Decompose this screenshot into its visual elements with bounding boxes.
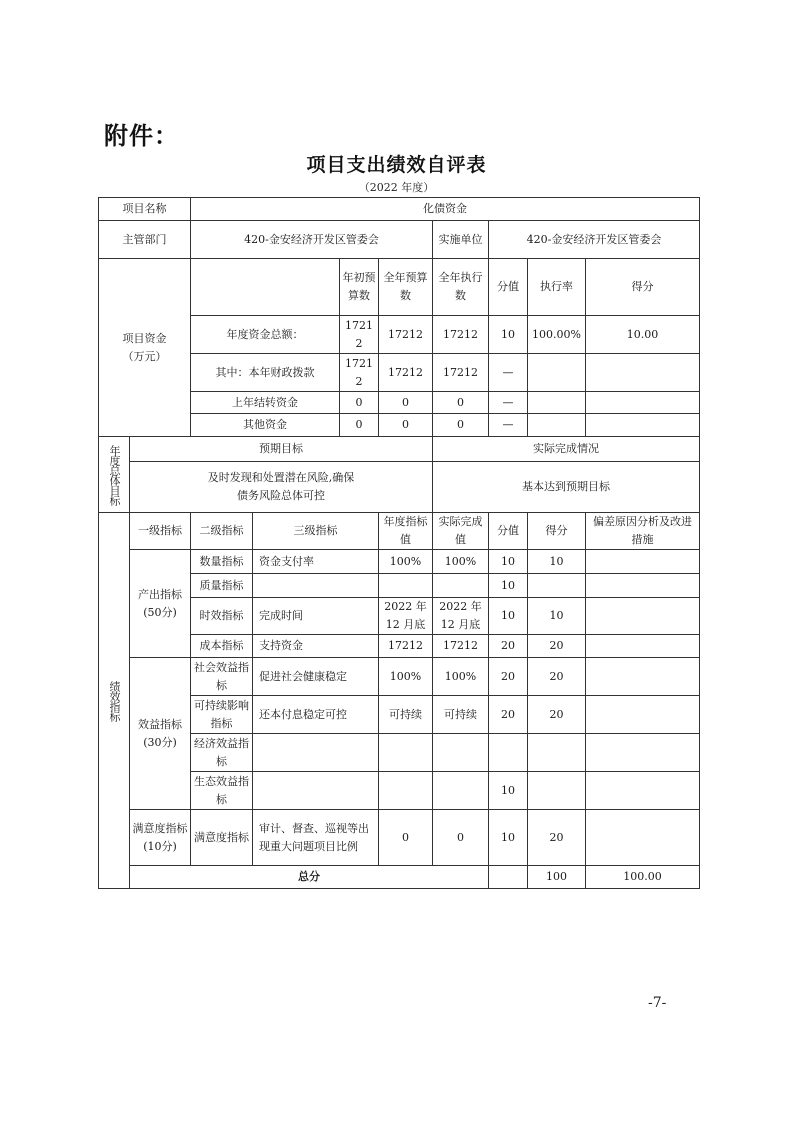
funds-row-name: 上年结转资金 bbox=[191, 392, 340, 414]
level2-cell: 时效指标 bbox=[191, 598, 253, 635]
indicator-row bbox=[99, 810, 700, 866]
funds-header-score: 得分 bbox=[586, 259, 700, 316]
funds-row-initial: 17212 bbox=[340, 354, 379, 392]
funds-row-executed: 0 bbox=[433, 414, 489, 437]
level2-cell: 满意度指标 bbox=[191, 810, 253, 866]
deviation-cell bbox=[586, 772, 700, 810]
score-cell: 20 bbox=[528, 810, 586, 866]
goals-expected bbox=[130, 462, 433, 513]
funds-row-score bbox=[586, 354, 700, 392]
level1-cell: 产出指标(50分) bbox=[130, 550, 191, 658]
funds-row-score-value: 10 bbox=[489, 316, 528, 354]
level3-cell bbox=[253, 734, 379, 772]
funds-row-score bbox=[586, 392, 700, 414]
score-cell: 20 bbox=[528, 658, 586, 696]
level2-cell: 生态效益指标 bbox=[191, 772, 253, 810]
level2-cell: 社会效益指标 bbox=[191, 658, 253, 696]
self-evaluation-table bbox=[98, 197, 700, 889]
funds-header-executed: 全年执行数 bbox=[433, 259, 489, 316]
deviation-cell bbox=[586, 574, 700, 598]
funds-row-rate: 100.00% bbox=[528, 316, 586, 354]
actual-cell: 100% bbox=[433, 658, 489, 696]
funds-row-score-value: — bbox=[489, 354, 528, 392]
level2-cell: 数量指标 bbox=[191, 550, 253, 574]
funds-row-rate bbox=[528, 392, 586, 414]
project-name-label: 项目名称 bbox=[99, 198, 191, 221]
actual-cell bbox=[433, 574, 489, 598]
goals-actual: 基本达到预期目标 bbox=[433, 462, 700, 513]
target-cell: 100% bbox=[379, 658, 433, 696]
header-actual: 实际完成值 bbox=[433, 513, 489, 550]
score-value-cell: 20 bbox=[489, 658, 528, 696]
project-name-value: 化债资金 bbox=[191, 198, 700, 221]
actual-cell: 100% bbox=[433, 550, 489, 574]
level2-cell: 成本指标 bbox=[191, 635, 253, 658]
score-value-cell: 10 bbox=[489, 598, 528, 635]
funds-row-initial: 0 bbox=[340, 392, 379, 414]
funds-row-budget: 0 bbox=[379, 414, 433, 437]
total-score: 100.00 bbox=[586, 866, 700, 889]
funds-label bbox=[99, 259, 191, 437]
header-level2: 二级指标 bbox=[191, 513, 253, 550]
target-cell: 100% bbox=[379, 550, 433, 574]
level3-cell: 支持资金 bbox=[253, 635, 379, 658]
funds-row-rate bbox=[528, 354, 586, 392]
target-cell bbox=[379, 734, 433, 772]
target-cell bbox=[379, 574, 433, 598]
score-cell: 10 bbox=[528, 598, 586, 635]
funds-header-blank bbox=[191, 259, 340, 316]
level3-cell: 促进社会健康稳定 bbox=[253, 658, 379, 696]
goals-expected-line2: 债务风险总体可控 bbox=[237, 489, 325, 502]
deviation-cell bbox=[586, 658, 700, 696]
total-score-value: 100 bbox=[528, 866, 586, 889]
funds-row-executed: 0 bbox=[433, 392, 489, 414]
score-cell bbox=[528, 574, 586, 598]
score-cell: 20 bbox=[528, 696, 586, 734]
impl-label: 实施单位 bbox=[433, 221, 489, 259]
funds-row-rate bbox=[528, 414, 586, 437]
actual-cell bbox=[433, 772, 489, 810]
score-cell bbox=[528, 772, 586, 810]
deviation-cell bbox=[586, 696, 700, 734]
deviation-cell bbox=[586, 734, 700, 772]
score-value-cell: 10 bbox=[489, 574, 528, 598]
indicator-row bbox=[99, 658, 700, 696]
funds-row-name: 其中：本年财政拨款 bbox=[191, 354, 340, 392]
page-number: -7- bbox=[648, 995, 667, 1011]
funds-row-score: 10.00 bbox=[586, 316, 700, 354]
funds-row-initial: 17212 bbox=[340, 316, 379, 354]
target-cell: 可持续 bbox=[379, 696, 433, 734]
total-label: 总分 bbox=[130, 866, 489, 889]
score-cell: 10 bbox=[528, 550, 586, 574]
goals-actual-header: 实际完成情况 bbox=[433, 437, 700, 462]
funds-row-score-value: — bbox=[489, 414, 528, 437]
header-score-value: 分值 bbox=[489, 513, 528, 550]
goals-expected-line1: 及时发现和处置潜在风险,确保 bbox=[207, 471, 355, 484]
dept-label: 主管部门 bbox=[99, 221, 191, 259]
level2-cell: 可持续影响指标 bbox=[191, 696, 253, 734]
header-deviation: 偏差原因分析及改进措施 bbox=[586, 513, 700, 550]
score-value-cell bbox=[489, 734, 528, 772]
funds-row-name: 其他资金 bbox=[191, 414, 340, 437]
funds-row-budget: 0 bbox=[379, 392, 433, 414]
indicators-label-text: 绩效指标 bbox=[108, 680, 121, 721]
level2-cell: 质量指标 bbox=[191, 574, 253, 598]
funds-row-budget: 17212 bbox=[379, 354, 433, 392]
deviation-cell bbox=[586, 635, 700, 658]
document-subtitle: （2022 年度） bbox=[358, 181, 435, 194]
level1-cell: 满意度指标(10分) bbox=[130, 810, 191, 866]
score-value-cell: 20 bbox=[489, 635, 528, 658]
funds-row-score bbox=[586, 414, 700, 437]
goals-label bbox=[99, 437, 130, 513]
level1-cell: 效益指标(30分) bbox=[130, 658, 191, 810]
goals-label-text: 年度总体目标 bbox=[108, 444, 121, 505]
goals-expected-header: 预期目标 bbox=[130, 437, 433, 462]
score-value-cell: 10 bbox=[489, 550, 528, 574]
score-value-cell: 10 bbox=[489, 772, 528, 810]
level3-cell bbox=[253, 772, 379, 810]
header-level1: 一级指标 bbox=[130, 513, 191, 550]
funds-row-executed: 17212 bbox=[433, 354, 489, 392]
score-value-cell: 20 bbox=[489, 696, 528, 734]
funds-row-executed: 17212 bbox=[433, 316, 489, 354]
actual-cell: 2022 年12 月底 bbox=[433, 598, 489, 635]
funds-header-rate: 执行率 bbox=[528, 259, 586, 316]
deviation-cell bbox=[586, 550, 700, 574]
actual-cell: 0 bbox=[433, 810, 489, 866]
impl-value: 420-金安经济开发区管委会 bbox=[489, 221, 700, 259]
attachment-label: 附件： bbox=[104, 122, 179, 150]
funds-header-budget: 全年预算数 bbox=[379, 259, 433, 316]
deviation-cell bbox=[586, 598, 700, 635]
header-level3: 三级指标 bbox=[253, 513, 379, 550]
funds-row-budget: 17212 bbox=[379, 316, 433, 354]
funds-header-initial: 年初预算数 bbox=[340, 259, 379, 316]
level3-cell: 资金支付率 bbox=[253, 550, 379, 574]
indicators-label bbox=[99, 513, 130, 889]
header-score: 得分 bbox=[528, 513, 586, 550]
funds-label-text: 项目资金（万元） bbox=[122, 331, 167, 363]
actual-cell bbox=[433, 734, 489, 772]
funds-row-name: 年度资金总额： bbox=[191, 316, 340, 354]
score-cell: 20 bbox=[528, 635, 586, 658]
funds-row-initial: 0 bbox=[340, 414, 379, 437]
target-cell: 2022 年12 月底 bbox=[379, 598, 433, 635]
level3-cell: 审计、督查、巡视等出现重大问题项目比例 bbox=[253, 810, 379, 866]
actual-cell: 可持续 bbox=[433, 696, 489, 734]
level3-cell: 还本付息稳定可控 bbox=[253, 696, 379, 734]
total-blank bbox=[489, 866, 528, 889]
actual-cell: 17212 bbox=[433, 635, 489, 658]
funds-row-score-value: — bbox=[489, 392, 528, 414]
document-title: 项目支出绩效自评表 bbox=[306, 154, 487, 176]
level3-cell: 完成时间 bbox=[253, 598, 379, 635]
target-cell: 0 bbox=[379, 810, 433, 866]
score-cell bbox=[528, 734, 586, 772]
target-cell bbox=[379, 772, 433, 810]
level3-cell bbox=[253, 574, 379, 598]
header-target: 年度指标值 bbox=[379, 513, 433, 550]
score-value-cell: 10 bbox=[489, 810, 528, 866]
deviation-cell bbox=[586, 810, 700, 866]
indicator-row bbox=[99, 550, 700, 574]
funds-header-score-value: 分值 bbox=[489, 259, 528, 316]
level2-cell: 经济效益指标 bbox=[191, 734, 253, 772]
dept-value: 420-金安经济开发区管委会 bbox=[191, 221, 433, 259]
target-cell: 17212 bbox=[379, 635, 433, 658]
